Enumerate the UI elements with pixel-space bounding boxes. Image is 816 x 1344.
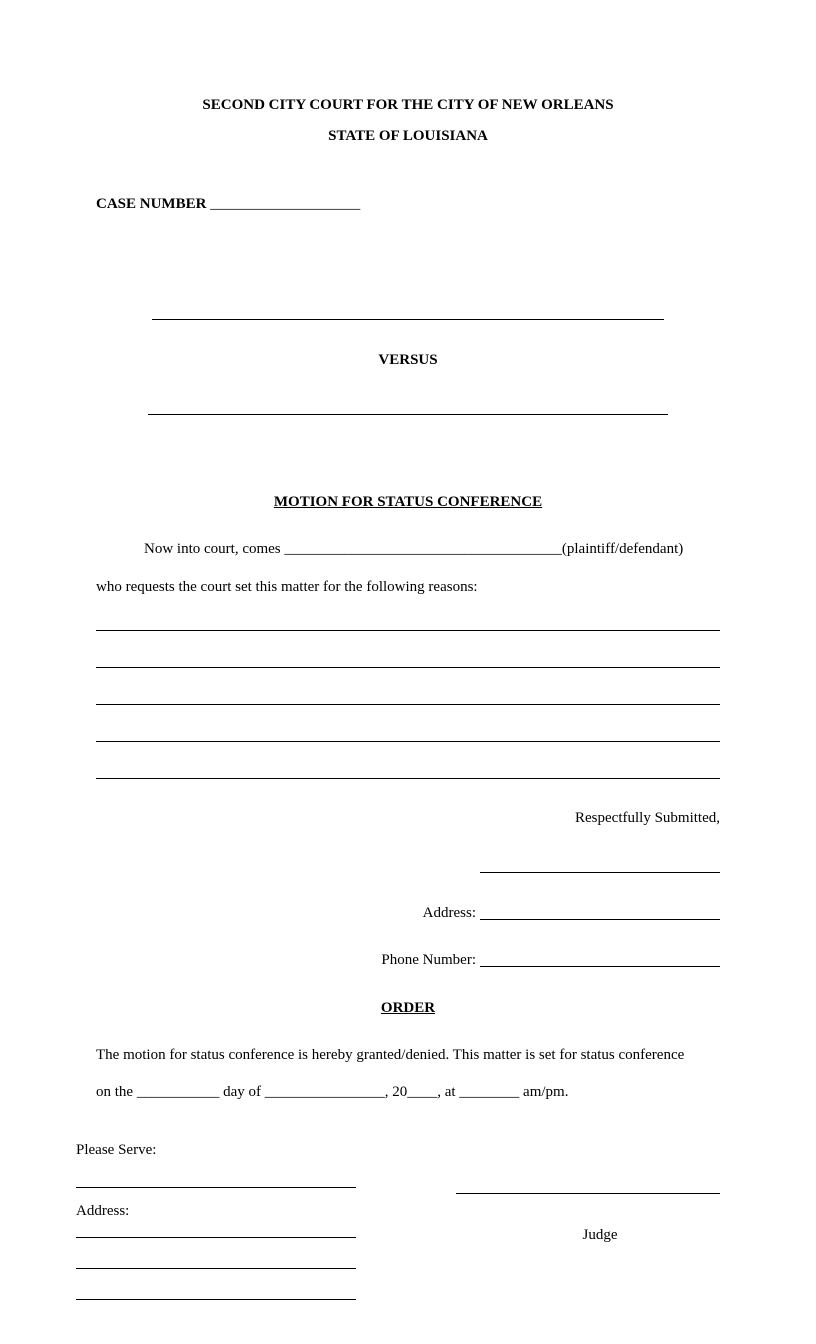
order-text-line-1: The motion for status conference is hereby granted/denied. This matter is set for status conference	[96, 1047, 685, 1063]
case-number-label: CASE NUMBER	[96, 196, 207, 212]
motion-intro-prefix: Now into court, comes	[144, 541, 281, 557]
versus-heading: VERSUS	[378, 352, 438, 368]
court-name-heading: SECOND CITY COURT FOR THE CITY OF NEW ORLEANS	[202, 97, 614, 113]
motion-request-text: who requests the court set this matter for the following reasons:	[96, 579, 478, 595]
defendant-line[interactable]	[148, 414, 668, 415]
respectfully-submitted-text: Respectfully Submitted,	[575, 810, 720, 826]
reason-line-3[interactable]	[96, 704, 720, 705]
judge-label: Judge	[582, 1227, 618, 1243]
address-label: Address:	[422, 905, 476, 921]
reason-line-2[interactable]	[96, 667, 720, 668]
please-serve-label: Please Serve:	[76, 1142, 157, 1158]
serve-address-line-2[interactable]	[76, 1268, 356, 1269]
motion-intro-line	[144, 540, 683, 558]
address-line[interactable]	[480, 919, 720, 920]
plaintiff-line[interactable]	[152, 319, 664, 320]
reason-line-5[interactable]	[96, 778, 720, 779]
party-role-text: (plaintiff/defendant)	[561, 541, 684, 557]
reason-line-1[interactable]	[96, 630, 720, 631]
judge-signature-line[interactable]	[456, 1193, 720, 1194]
case-number-field[interactable]: ____________________	[210, 196, 361, 212]
phone-number-label: Phone Number:	[381, 952, 476, 968]
serve-address-line-3[interactable]	[76, 1299, 356, 1300]
order-title: ORDER	[380, 1000, 436, 1016]
serve-address-label: Address:	[76, 1203, 130, 1219]
party-name-field[interactable]: _____________________________________	[284, 541, 562, 557]
case-number-row	[96, 195, 360, 213]
serve-address-line-1[interactable]	[76, 1237, 356, 1238]
signature-line[interactable]	[480, 872, 720, 873]
motion-title: MOTION FOR STATUS CONFERENCE	[273, 494, 543, 510]
serve-name-line[interactable]	[76, 1187, 356, 1188]
order-text-line-2: on the ___________ day of ________________, 20____, at ________ am/pm.	[96, 1084, 569, 1100]
reason-line-4[interactable]	[96, 741, 720, 742]
state-heading: STATE OF LOUISIANA	[328, 128, 488, 144]
phone-number-line[interactable]	[480, 966, 720, 967]
